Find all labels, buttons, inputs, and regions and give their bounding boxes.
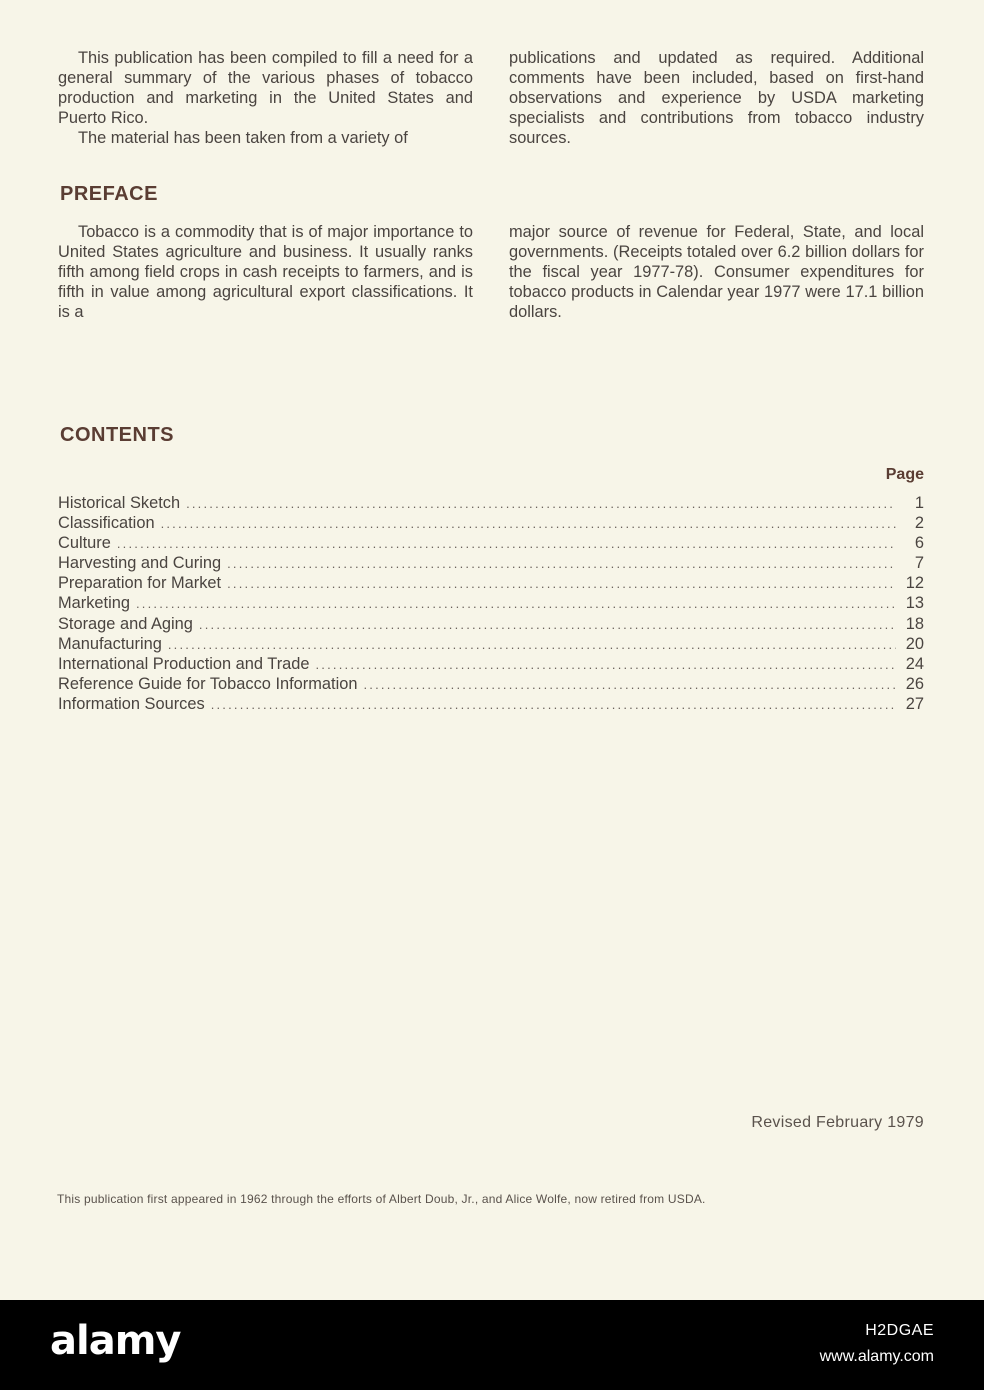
toc-leader-dots	[211, 695, 896, 715]
toc-leader-dots	[186, 494, 896, 514]
stock-image-id: H2DGAE	[865, 1322, 934, 1339]
toc-entry-title: Culture	[58, 534, 111, 553]
preface-section	[58, 222, 924, 322]
toc-entry-title: International Production and Trade	[58, 654, 310, 673]
toc-entry-page: 1	[914, 494, 924, 512]
toc-leader-dots	[227, 554, 896, 574]
toc-leader-dots	[168, 635, 896, 655]
toc-entry-preparation-for-market[interactable]	[58, 573, 924, 593]
intro-section	[58, 48, 924, 148]
toc-entry-page: 6	[914, 534, 924, 553]
toc-entry-reference-guide[interactable]	[58, 674, 924, 694]
toc-entry-page: 24	[905, 654, 924, 673]
stock-url: www.alamy.com	[819, 1348, 934, 1365]
toc-entry-title: Marketing	[58, 594, 130, 613]
toc-entry-international-production-and-trade[interactable]	[58, 654, 924, 674]
toc-entry-manufacturing[interactable]	[58, 634, 924, 654]
toc-leader-dots	[227, 574, 896, 594]
toc-entry-page: 2	[914, 514, 924, 533]
contents-heading: CONTENTS	[60, 424, 174, 446]
contents-page-column-label: Page	[885, 466, 924, 483]
toc-entry-title: Historical Sketch	[58, 494, 181, 512]
publication-footnote: This publication first appeared in 1962 through the efforts of Albert Doub, Jr., and Alice Wolfe, now retired from USDA.	[57, 1192, 706, 1206]
toc-leader-dots	[117, 534, 896, 554]
toc-entry-title: Information Sources	[58, 694, 205, 713]
toc-entry-information-sources[interactable]	[58, 694, 924, 714]
toc-entry-title: Classification	[58, 514, 155, 533]
toc-entry-title: Preparation for Market	[58, 574, 222, 593]
intro-paragraph-2: The material has been taken from a variety of	[78, 129, 408, 147]
toc-entry-title: Reference Guide for Tobacco Information	[58, 674, 358, 693]
toc-entry-culture[interactable]	[58, 533, 924, 553]
toc-leader-dots	[136, 594, 896, 614]
toc-entry-page: 13	[905, 594, 924, 613]
intro-column-right	[509, 48, 924, 148]
toc-entry-storage-and-aging[interactable]	[58, 614, 924, 634]
toc-leader-dots	[316, 655, 897, 675]
preface-paragraph-left: Tobacco is a commodity that is of major importance to United States agriculture and business. It usually ranks fifth among field crops in cash receipts to farmers, and is fifth in value among agricultural export classifications. It is a	[58, 223, 473, 321]
revision-date: Revised February 1979	[751, 1114, 924, 1131]
preface-column-right	[509, 222, 924, 322]
toc-entry-title: Manufacturing	[58, 634, 162, 653]
intro-column-left	[58, 48, 473, 148]
toc-entry-page: 12	[905, 574, 924, 593]
toc-entry-classification[interactable]	[58, 513, 924, 533]
preface-heading: PREFACE	[60, 183, 158, 205]
intro-paragraph-1: This publication has been compiled to fill a need for a general summary of the various phases of tobacco production and marketing in the United States and Puerto Rico.	[58, 49, 473, 127]
preface-column-left	[58, 222, 473, 322]
toc-leader-dots	[363, 675, 896, 695]
toc-leader-dots	[161, 514, 896, 534]
intro-paragraph-3: publications and updated as required. Additional comments have been included, based on first-hand observations and experience by USDA marketing specialists and contributions from tobacco industry sources.	[509, 49, 924, 147]
toc-entry-title: Storage and Aging	[58, 614, 193, 633]
toc-entry-harvesting-and-curing[interactable]	[58, 553, 924, 573]
toc-entry-page: 7	[914, 554, 924, 573]
toc-entry-page: 26	[905, 674, 924, 693]
toc-leader-dots	[199, 615, 896, 635]
toc-entry-historical-sketch[interactable]	[58, 493, 924, 513]
preface-paragraph-right: major source of revenue for Federal, State, and local governments. (Receipts totaled over 6.2 billion dollars for the fiscal year 1977-78). Consumer expenditures for tobacco products in Calendar year 1977 were 17.1 billion dollars.	[509, 223, 924, 321]
stock-logo: alamy	[50, 1318, 181, 1364]
toc-entry-marketing[interactable]	[58, 593, 924, 613]
toc-entry-page: 27	[905, 694, 924, 713]
toc-entry-page: 20	[905, 634, 924, 653]
table-of-contents	[58, 493, 924, 714]
toc-entry-title: Harvesting and Curing	[58, 554, 222, 573]
toc-entry-page: 18	[905, 614, 924, 633]
